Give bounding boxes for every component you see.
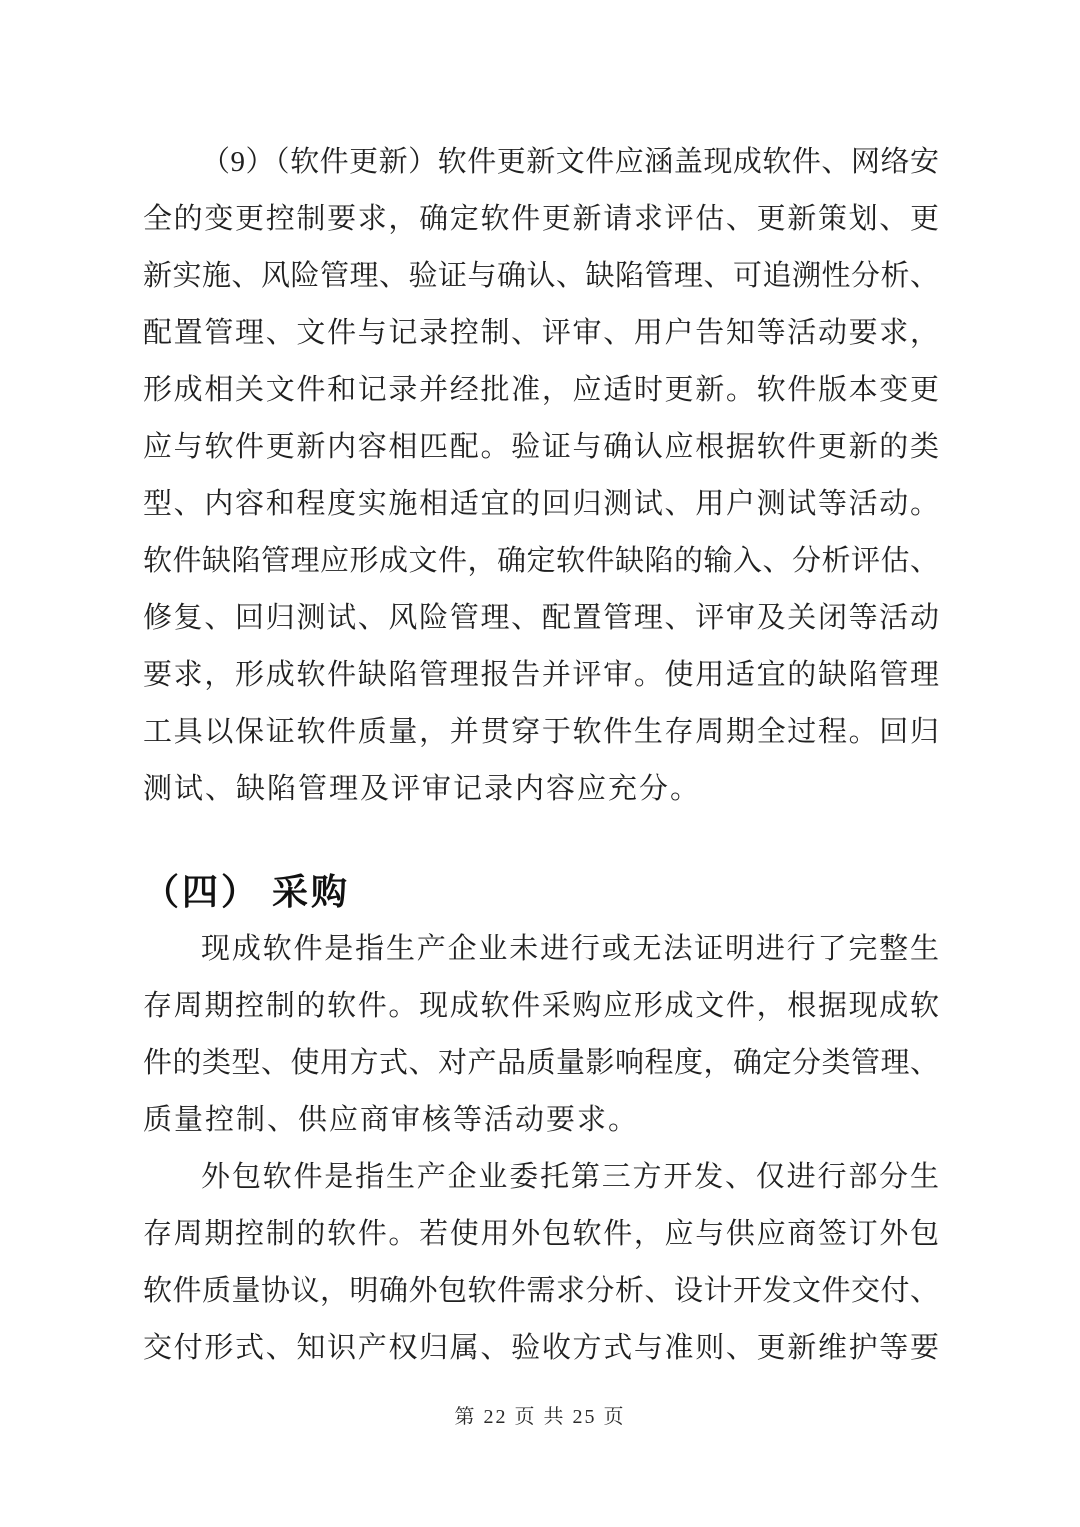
software-update-paragraph — [143, 134, 939, 818]
text-line: 交付形式、知识产权归属、验收方式与准则、更新维护等要 — [143, 1332, 939, 1364]
text-line: 测试、缺陷管理及评审记录内容应充分。 — [143, 773, 702, 805]
text-line: 现成软件是指生产企业未进行或无法证明进行了完整生 — [201, 933, 939, 965]
text-line: 存周期控制的软件。若使用外包软件，应与供应商签订外包 — [143, 1218, 939, 1250]
page-number: 第 22 页 共 25 页 — [454, 1406, 626, 1428]
text-line: 软件缺陷管理应形成文件，确定软件缺陷的输入、分析评估、 — [143, 545, 939, 577]
text-line: 型、内容和程度实施相适宜的回归测试、用户测试等活动。 — [143, 488, 939, 520]
body-text — [143, 134, 939, 1377]
text-line: 要求，形成软件缺陷管理报告并评审。使用适宜的缺陷管理 — [143, 659, 939, 691]
text-line: 存周期控制的软件。现成软件采购应形成文件，根据现成软 — [143, 990, 939, 1022]
text-line: 新实施、风险管理、验证与确认、缺陷管理、可追溯性分析、 — [143, 260, 939, 292]
page-footer — [0, 1402, 1080, 1432]
text-line: 全的变更控制要求，确定软件更新请求评估、更新策划、更 — [143, 203, 939, 235]
text-line: 工具以保证软件质量，并贯穿于软件生存周期全过程。回归 — [143, 716, 939, 748]
off-the-shelf-software-paragraph — [143, 921, 939, 1149]
text-line: 质量控制、供应商审核等活动要求。 — [143, 1104, 640, 1136]
text-line: 软件质量协议，明确外包软件需求分析、设计开发文件交付、 — [143, 1275, 939, 1307]
text-line: 修复、回归测试、风险管理、配置管理、评审及关闭等活动 — [143, 602, 939, 634]
outsourced-software-paragraph — [143, 1149, 939, 1377]
text-line: 外包软件是指生产企业委托第三方开发、仅进行部分生 — [201, 1161, 939, 1193]
text-line: 件的类型、使用方式、对产品质量影响程度，确定分类管理、 — [143, 1047, 939, 1079]
text-line: （9）（软件更新）软件更新文件应涵盖现成软件、网络安 — [201, 146, 939, 178]
section-heading-procurement: （四） 采购 — [143, 872, 351, 912]
text-line: 应与软件更新内容相匹配。验证与确认应根据软件更新的类 — [143, 431, 939, 463]
text-line: 配置管理、文件与记录控制、评审、用户告知等活动要求， — [143, 317, 939, 349]
text-line: 形成相关文件和记录并经批准，应适时更新。软件版本变更 — [143, 374, 939, 406]
